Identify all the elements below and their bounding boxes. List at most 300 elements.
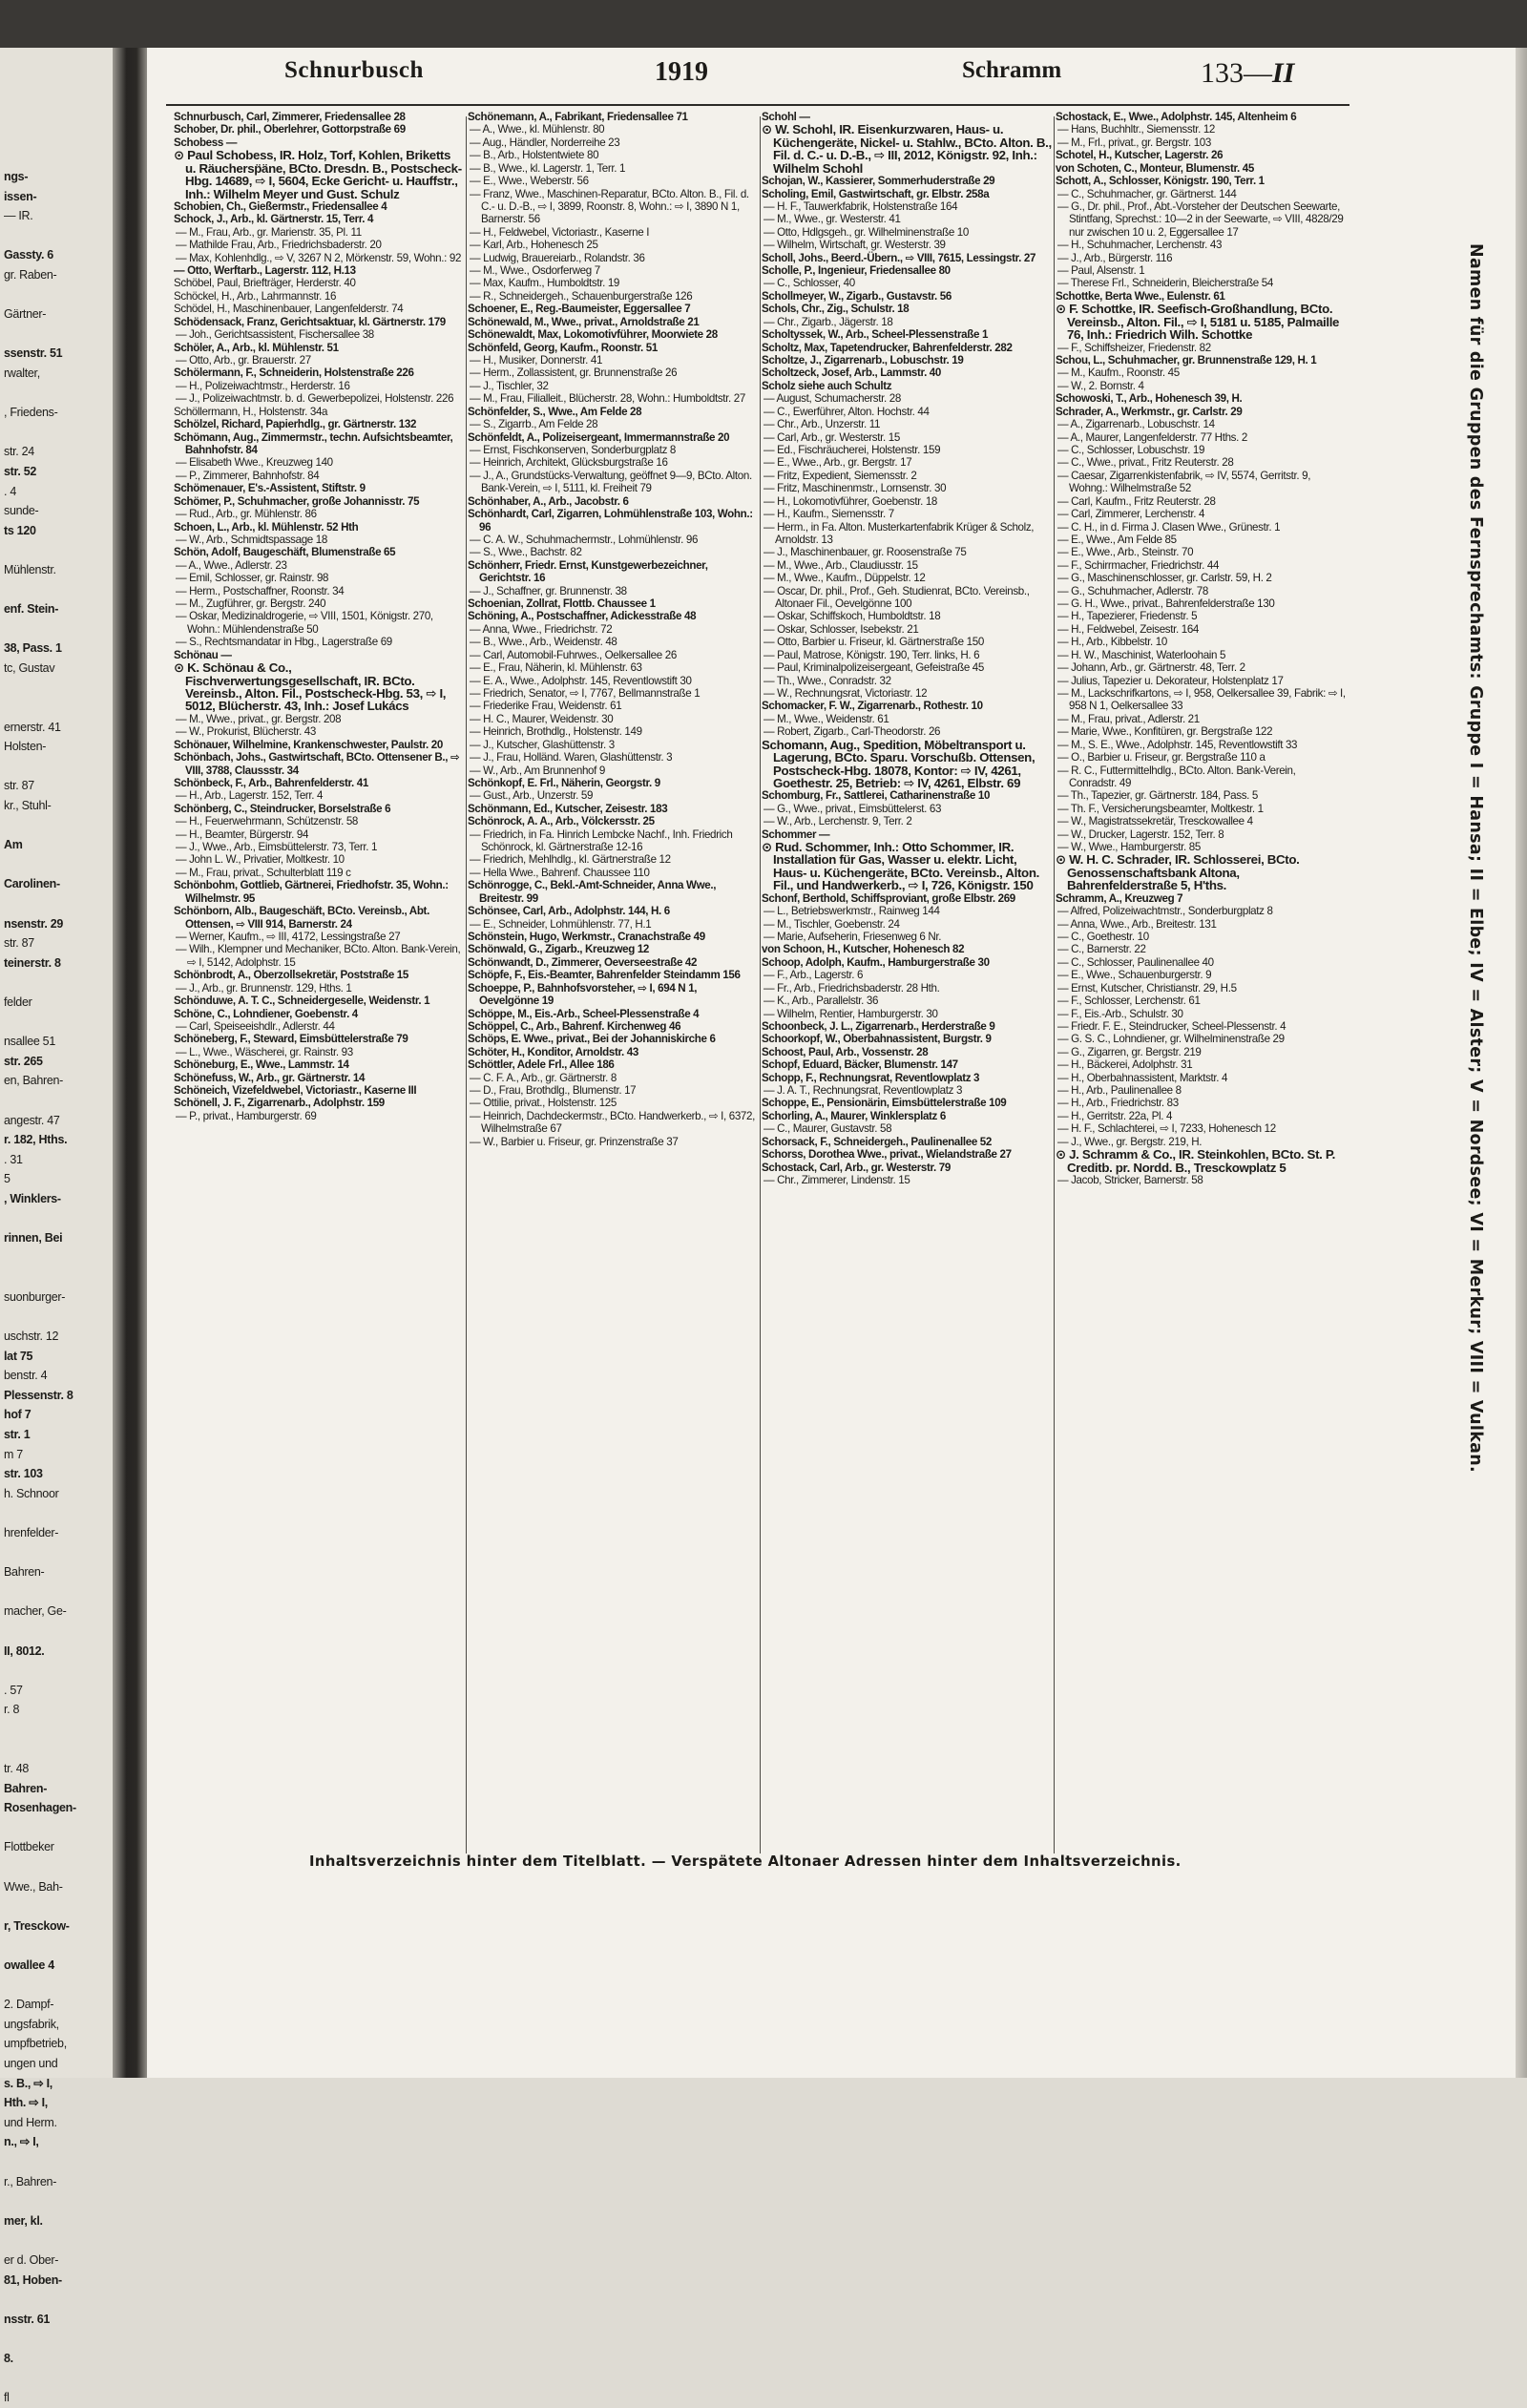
directory-entry: — H., Tapezierer, Friedenstr. 5 xyxy=(1057,610,1198,623)
directory-entry: — Chr., Zimmerer, Lindenstr. 15 xyxy=(764,1174,910,1187)
directory-entry: — C., Schuhmacher, gr. Gärtnerst. 144 xyxy=(1057,187,1237,200)
left-page-fragment: hrenfelder- xyxy=(4,1525,59,1539)
directory-entry: — Carl, Arb., gr. Westerstr. 15 xyxy=(764,430,900,444)
directory-entry: ⊙ K. Schönau & Co., Fischverwertungsgesellschaft, IR. BCto. Vereinsb., Alton. Fil., Postscheck-Hbg. 53, ⇨ I, 5012, Blücherstr. 43, Inh.: Josef Lukács xyxy=(174,660,447,714)
directory-entry: — H., Polizeiwachtmstr., Herderstr. 16 xyxy=(176,379,350,392)
directory-entry: — M., Frau, Arb., gr. Marienstr. 35, Pl. 11 xyxy=(176,225,362,239)
directory-entry: Schoeppe, P., Bahnhofsvorsteher, ⇨ I, 694 N 1, Oevelgönne 19 xyxy=(468,981,698,1008)
left-page-fragment xyxy=(4,1503,113,1523)
directory-entry: Schömenauer, E's.-Assistent, Stiftstr. 9 xyxy=(174,482,366,495)
directory-entry: Schollmeyer, W., Zigarb., Gustavstr. 56 xyxy=(762,289,952,303)
directory-entry: — J., Wwe., gr. Bergstr. 219, H. xyxy=(1057,1135,1203,1148)
directory-entry: Schöne, C., Lohndiener, Goebenstr. 4 xyxy=(174,1007,358,1020)
directory-entry: ⊙ W. H. C. Schrader, IR. Schlosserei, BCto. Genossenschaftsbank Altona, Bahrenfelderstraße 5, H'ths. xyxy=(1056,852,1300,893)
left-page-fragment: r. 182, Hths. xyxy=(4,1133,68,1147)
directory-entry: — Alfred, Polizeiwachtmstr., Sonderburgplatz 8 xyxy=(1057,905,1273,918)
directory-entry: Schönell, J. F., Zigarrenarb., Adolphstr. 159 xyxy=(174,1097,385,1110)
directory-entry: — Carl, Kaufm., Fritz Reuterstr. 28 xyxy=(1057,494,1216,508)
directory-entry: — Karl, Arb., Hohenesch 25 xyxy=(470,239,598,252)
directory-entry: Schöter, H., Konditor, Arnoldstr. 43 xyxy=(468,1045,638,1058)
directory-entry: Schöneburg, E., Wwe., Lammstr. 14 xyxy=(174,1058,349,1072)
directory-entry: Schorling, A., Maurer, Winklersplatz 6 xyxy=(762,1109,946,1122)
left-page-fragment: 8. xyxy=(4,2351,13,2365)
directory-entry: Schödensack, Franz, Gerichtsaktuar, kl. Gärtnerstr. 179 xyxy=(174,315,446,328)
directory-entry: — L., Wwe., Wäscherei, gr. Rainstr. 93 xyxy=(176,1045,353,1058)
directory-entry: — P., Zimmerer, Bahnhofstr. 84 xyxy=(176,469,320,482)
directory-entry: Schönstein, Hugo, Werkmstr., Cranachstraße 49 xyxy=(468,931,705,943)
directory-entry: — Franz, Wwe., Maschinen-Reparatur, BCto. Alton. B., Fil. d. C.- u. D.-B., ⇨ I, 3899, Roonstr. 8, Wohn.: ⇨ I, 3890 N 1, Barnerstr. 56 xyxy=(470,187,749,226)
directory-column-2 xyxy=(468,111,760,1859)
directory-entry: — E., Wwe., Arb., gr. Bergstr. 17 xyxy=(764,456,912,470)
left-page-fragment: Bahren- xyxy=(4,1565,45,1580)
directory-column-4 xyxy=(1056,111,1348,1859)
left-page-fragment xyxy=(4,619,113,639)
directory-entry: — C., Ewerführer, Alton. Hochstr. 44 xyxy=(764,405,930,418)
directory-entry: — G., Zigarren, gr. Bergstr. 219 xyxy=(1057,1045,1202,1058)
left-page-fragment xyxy=(4,1896,113,1916)
directory-entry: Schotel, H., Kutscher, Lagerstr. 26 xyxy=(1056,149,1224,162)
left-page-fragment xyxy=(4,2230,113,2251)
directory-entry: Schonf, Berthold, Schiffsproviant, große Elbstr. 269 xyxy=(762,891,1015,905)
left-page-fragment: hof 7 xyxy=(4,1408,31,1422)
directory-entry: — H., Arb., Paulinenallee 8 xyxy=(1057,1084,1182,1098)
directory-entry: Schrader, A., Werkmstr., gr. Carlstr. 29 xyxy=(1056,405,1243,418)
scanner-background xyxy=(0,0,1527,48)
left-page-fragment: issen- xyxy=(4,189,37,203)
directory-entry: — W., Arb., Lerchenstr. 9, Terr. 2 xyxy=(764,815,912,828)
directory-entry: — Max, Kaufm., Humboldtstr. 19 xyxy=(470,277,620,290)
left-page-fragment: str. 265 xyxy=(4,1054,43,1068)
directory-entry: — Ludwig, Brauereiarb., Rolandstr. 36 xyxy=(470,251,645,264)
left-page-fragment: Bahren- xyxy=(4,1781,48,1795)
directory-entry: Schönemann, A., Fabrikant, Friedensallee 71 xyxy=(468,111,688,123)
directory-entry: — Oskar, Medizinaldrogerie, ⇨ VIII, 1501, Königstr. 270, Wohn.: Mühlendenstraße 50 xyxy=(176,610,433,636)
directory-entry: — Friederike Frau, Weidenstr. 61 xyxy=(470,700,622,713)
left-page-fragment: str. 24 xyxy=(4,445,34,459)
left-page-fragment: mer, kl. xyxy=(4,2213,43,2228)
directory-entry: — Ernst, Fischkonserven, Sonderburgplatz 8 xyxy=(470,443,676,456)
directory-entry: — F., Arb., Lagerstr. 6 xyxy=(764,969,864,982)
left-page-fragment xyxy=(4,1543,113,1563)
directory-entry: — H. F., Schlachterei, ⇨ I, 7233, Hohenesch 12 xyxy=(1057,1122,1276,1136)
left-page-fragment xyxy=(4,285,113,305)
directory-entry: Scholl, Johs., Beerd.-Übern., ⇨ VIII, 7615, Lessingstr. 27 xyxy=(762,251,1036,264)
directory-entry: — H. F., Tauwerkfabrik, Holstenstraße 164 xyxy=(764,199,958,213)
directory-entry: — J., Wwe., Arb., Eimsbüttelerstr. 73, Terr. 1 xyxy=(176,841,378,854)
left-page-fragment xyxy=(4,2191,113,2211)
directory-entry: Schnurbusch, Carl, Zimmerer, Friedensallee 28 xyxy=(174,111,406,123)
directory-entry: — Robert, Zigarb., Carl-Theodorstr. 26 xyxy=(764,725,941,739)
directory-entry: — M., Wwe., Kaufm., Düppelstr. 12 xyxy=(764,572,926,585)
left-page-fragment: umpfbetrieb, xyxy=(4,2037,67,2051)
directory-entry: Schoener, E., Reg.-Baumeister, Eggersallee 7 xyxy=(468,303,691,316)
directory-entry: Schou, L., Schuhmacher, gr. Brunnenstraße 129, H. 1 xyxy=(1056,354,1317,367)
directory-entry: — H., Arb., Kibbelstr. 10 xyxy=(1057,636,1167,649)
left-page-fragment: Gärtner- xyxy=(4,307,47,322)
header-year: 1919 xyxy=(655,57,708,87)
directory-entry: — E., Wwe., Arb., Steinstr. 70 xyxy=(1057,546,1194,559)
left-page-fragment: en, Bahren- xyxy=(4,1074,64,1088)
directory-entry: — C., Schlosser, Paulinenallee 40 xyxy=(1057,955,1214,969)
left-page-fragment: felder xyxy=(4,995,32,1009)
left-page-fragment: II, 8012. xyxy=(4,1644,45,1658)
left-page-fragment: nsallee 51 xyxy=(4,1035,55,1049)
directory-entry: — Fritz, Expedient, Siemensstr. 2 xyxy=(764,469,917,482)
directory-entry: — M., Frau, privat., Schulterblatt 119 c xyxy=(176,866,351,879)
left-page-fragment: Plessenstr. 8 xyxy=(4,1388,73,1402)
directory-entry: ⊙ F. Schottke, IR. Seefisch-Großhandlung, BCto. Vereinsb., Alton. Fil., ⇨ I, 5181 u. 5185, Palmaille 76, Inh.: Friedrich Wilh. Schottke xyxy=(1056,302,1340,343)
directory-entry: — F., Schirrmacher, Friedrichstr. 44 xyxy=(1057,558,1220,572)
directory-entry: Schoop, Adolph, Kaufm., Hamburgerstraße 30 xyxy=(762,955,990,969)
directory-entry: — C., Schlosser, 40 xyxy=(764,277,855,290)
directory-entry: Schödel, H., Maschinenbauer, Langenfelderstr. 74 xyxy=(174,303,404,316)
directory-entry: Scholtyssek, W., Arb., Scheel-Plessenstraße 1 xyxy=(762,328,989,342)
directory-entry: — W., Magistratssekretär, Tresckowallee 4 xyxy=(1057,815,1253,828)
directory-entry: Schömann, Aug., Zimmermstr., techn. Aufsichtsbeamter, Bahnhofstr. 84 xyxy=(174,430,453,456)
left-page-fragment xyxy=(4,1818,113,1838)
left-page-fragment xyxy=(4,973,113,993)
directory-entry: Schönewaldt, Max, Lokomotivführer, Moorwiete 28 xyxy=(468,328,718,342)
directory-entry: — S., Zigarrb., Am Felde 28 xyxy=(470,418,598,431)
left-page-fragment xyxy=(4,698,113,718)
directory-entry: Schöler, A., Arb., kl. Mühlenstr. 51 xyxy=(174,341,339,354)
directory-entry: — Fr., Arb., Friedrichsbaderstr. 28 Hth. xyxy=(764,981,940,995)
left-page-fragment xyxy=(4,1091,113,1111)
header-right-keyword: Schramm xyxy=(962,57,1062,83)
directory-entry: — H. W., Maschinist, Waterloohain 5 xyxy=(1057,648,1226,661)
directory-entry: Schramm, A., Kreuzweg 7 xyxy=(1056,891,1183,905)
directory-entry: — M., Frau, privat., Adlerstr. 21 xyxy=(1057,712,1200,725)
left-page-fragment: Wwe., Bah- xyxy=(4,1879,63,1894)
directory-entry: — W., Wwe., Hamburgerstr. 85 xyxy=(1057,841,1201,854)
directory-entry: Schönefuss, W., Arb., gr. Gärtnerstr. 14 xyxy=(174,1071,366,1084)
directory-entry: — G., Dr. phil., Prof., Abt.-Vorsteher der Deutschen Seewarte, Stintfang, Sprechst.: 10—2 in der Seewarte, ⇨ VIII, 4828/29 nur zwischen 10 u. 2, Eggersallee 17 xyxy=(1057,199,1344,239)
directory-entry: Schönsee, Carl, Arb., Adolphstr. 144, H. 6 xyxy=(468,905,670,918)
directory-entry: Schönhardt, Carl, Zigarren, Lohmühlenstraße 103, Wohn.: 96 xyxy=(468,508,753,534)
directory-entry: Schönfeld, Georg, Kaufm., Roonstr. 51 xyxy=(468,341,658,354)
directory-entry: Schönmann, Ed., Kutscher, Zeisestr. 183 xyxy=(468,802,668,815)
directory-entry: Schönbohm, Gottlieb, Gärtnerei, Friedhofstr. 35, Wohn.: Wilhelmstr. 95 xyxy=(174,879,449,905)
directory-entry: — M., Frau, Filialleit., Blücherstr. 28, Wohn.: Humboldtstr. 27 xyxy=(470,392,745,406)
directory-entry: Schott, A., Schlosser, Königstr. 190, Terr. 1 xyxy=(1056,175,1265,188)
directory-entry: Schöppel, C., Arb., Bahrenf. Kirchenweg 46 xyxy=(468,1019,681,1033)
directory-entry: ⊙ J. Schramm & Co., IR. Steinkohlen, BCto. St. P. Creditb. pr. Nordd. B., Tresckowplatz 5 xyxy=(1056,1147,1335,1175)
left-page-fragment: kr., Stuhl- xyxy=(4,799,52,812)
directory-entry: — B., Arb., Holstentwiete 80 xyxy=(470,149,599,162)
left-page-fragment: . 31 xyxy=(4,1152,23,1166)
directory-entry: — Wilh., Klempner und Mechaniker, BCto. Alton. Bank-Verein, ⇨ I, 5142, Adolphstr. 15 xyxy=(176,943,461,969)
directory-entry: — C. H., in d. Firma J. Clasen Wwe., Grünestr. 1 xyxy=(1057,520,1281,534)
left-page-fragment: angestr. 47 xyxy=(4,1113,60,1127)
directory-entry: — J., Frau, Holländ. Waren, Glashüttenstr. 3 xyxy=(470,751,673,764)
directory-entry: — M., Zugführer, gr. Bergstr. 240 xyxy=(176,597,326,611)
directory-entry: — Gust., Arb., Unzerstr. 59 xyxy=(470,789,594,803)
directory-entry: Schönkopf, E. Frl., Näherin, Georgstr. 9 xyxy=(468,776,660,789)
directory-entry: Schobess — xyxy=(174,136,238,149)
directory-entry: — Therese Frl., Schneiderin, Bleicherstraße 54 xyxy=(1057,277,1273,290)
left-page-fragment: sunde- xyxy=(4,504,39,518)
directory-entry: — C., Schlosser, Lobuschstr. 19 xyxy=(1057,443,1205,456)
directory-entry: — John L. W., Privatier, Moltkestr. 10 xyxy=(176,853,345,867)
column-divider xyxy=(466,116,467,1853)
directory-entry: — Jacob, Stricker, Barnerstr. 58 xyxy=(1057,1174,1203,1187)
header-page-number xyxy=(1201,57,1294,90)
directory-entry: — C., Goethestr. 10 xyxy=(1057,931,1149,943)
directory-entry: — C., Maurer, Gustavstr. 58 xyxy=(764,1122,892,1136)
directory-entry: — S., Wwe., Bachstr. 82 xyxy=(470,546,582,559)
directory-entry: — F., Schiffsheizer, Friedenstr. 82 xyxy=(1057,341,1211,354)
directory-entry: — Johann, Arb., gr. Gärtnerstr. 48, Terr. 2 xyxy=(1057,661,1245,675)
left-page-fragment: fl xyxy=(4,2391,10,2405)
directory-entry: — E., Schneider, Lohmühlenstr. 77, H.1 xyxy=(470,917,652,931)
directory-entry: — Oscar, Dr. phil., Prof., Geh. Studienrat, BCto. Vereinsb., Altonaer Fil., Oevelgönne 100 xyxy=(764,584,1030,611)
directory-entry: Schöppe, M., Eis.-Arb., Scheel-Plessenstraße 4 xyxy=(468,1007,700,1020)
directory-entry: Schöneich, Vizefeldwebel, Victoriastr., Kaserne III xyxy=(174,1084,417,1098)
directory-entry: — H., Beamter, Bürgerstr. 94 xyxy=(176,827,309,841)
directory-entry: — J., Kutscher, Glashüttenstr. 3 xyxy=(470,738,615,751)
directory-entry: Schöllermann, H., Holstenstr. 34a xyxy=(174,405,328,418)
directory-entry: — Marie, Aufseherin, Friesenweg 6 Nr. xyxy=(764,931,942,943)
directory-entry: Schönfeldt, A., Polizeisergeant, Immermannstraße 20 xyxy=(468,430,730,444)
left-page-fragment: nsenstr. 29 xyxy=(4,916,64,931)
directory-entry: Schober, Dr. phil., Oberlehrer, Gottorpstraße 69 xyxy=(174,123,406,136)
directory-entry: — C., Barnerstr. 22 xyxy=(1057,943,1146,956)
left-page-fragment: , Winklers- xyxy=(4,1191,61,1205)
directory-entry: — S., Rechtsmandatar in Hbg., Lagerstraße 69 xyxy=(176,636,392,649)
page-right-edge xyxy=(1516,48,1527,2078)
directory-entry: Schomburg, Fr., Sattlerei, Catharinenstraße 10 xyxy=(762,789,991,803)
directory-entry: Schopp, F., Rechnungsrat, Reventlowplatz 3 xyxy=(762,1071,980,1084)
directory-entry: Schoost, Paul, Arb., Vossenstr. 28 xyxy=(762,1045,929,1058)
directory-entry: — M., Frl., privat., gr. Bergstr. 103 xyxy=(1057,136,1212,149)
directory-entry: — Chr., Zigarb., Jägerstr. 18 xyxy=(764,315,893,328)
directory-entry: Schomann, Aug., Spedition, Möbeltransport u. Lagerung, BCto. Sparu. Vorschußb. Ottensen, Postscheck-Hbg. 18078, Kontor: ⇨ IV, 4261, Goethestr. 25, Betrieb: ⇨ IV, 4261, Elbstr. 69 xyxy=(762,737,1035,790)
directory-entry: Schols, Chr., Zig., Schulstr. 18 xyxy=(762,303,910,316)
directory-entry: Schoppe, E., Pensionärin, Eimsbüttelerstraße 109 xyxy=(762,1097,1007,1110)
directory-entry: — Rud., Arb., gr. Mühlenstr. 86 xyxy=(176,508,317,521)
directory-entry: — Th. F., Versicherungsbeamter, Moltkestr. 1 xyxy=(1057,802,1264,815)
directory-entry: — D., Frau, Brothdlg., Blumenstr. 17 xyxy=(470,1084,637,1098)
directory-entry: Schock, J., Arb., kl. Gärtnerstr. 15, Terr. 4 xyxy=(174,213,374,226)
left-page-fragment xyxy=(4,1661,113,1681)
directory-entry: — W., Arb., Am Brunnenhof 9 xyxy=(470,764,605,777)
directory-entry: — Friedrich, Senator, ⇨ I, 7767, Bellmannstraße 1 xyxy=(470,686,701,700)
directory-entry: — Caesar, Zigarrenkistenfabrik, ⇨ IV, 5574, Gerritstr. 9, Wohng.: Wilhelmstraße 52 xyxy=(1057,469,1311,495)
directory-entry: Scholle, P., Ingenieur, Friedensallee 80 xyxy=(762,264,951,278)
directory-entry: — W., Barbier u. Friseur, gr. Prinzenstraße 37 xyxy=(470,1135,679,1148)
directory-entry: Schoen, L., Arb., kl. Mühlenstr. 52 Hth xyxy=(174,520,359,534)
directory-entry: — E. A., Wwe., Adolphstr. 145, Reventlowstift 30 xyxy=(470,674,692,687)
page-footer-note: Inhaltsverzeichnis hinter dem Titelblatt. — Verspätete Altonaer Adressen hinter dem Inhaltsverzeichnis. xyxy=(309,1853,1182,1870)
left-page-fragment xyxy=(4,1582,113,1602)
directory-entry: — E., Wwe., Weberstr. 56 xyxy=(470,175,589,188)
directory-entry: — H., Bäckerei, Adolphstr. 31 xyxy=(1057,1058,1193,1072)
directory-entry: — E., Wwe., Am Felde 85 xyxy=(1057,533,1177,546)
directory-entry: Schönwandt, D., Zimmerer, Oeverseestraße 42 xyxy=(468,955,698,969)
directory-entry: Schönhaber, A., Arb., Jacobstr. 6 xyxy=(468,494,629,508)
directory-entry: — L., Betriebswerkmstr., Rainweg 144 xyxy=(764,905,940,918)
directory-entry: — H., Arb., Lagerstr. 152, Terr. 4 xyxy=(176,789,324,803)
left-page-fragment xyxy=(4,1976,113,1996)
left-page-fragment: nsstr. 61 xyxy=(4,2312,51,2326)
directory-entry: — M., S. E., Wwe., Adolphstr. 145, Reventlowstift 33 xyxy=(1057,738,1298,751)
directory-entry: Schönrock, A. A., Arb., Völckersstr. 25 xyxy=(468,815,655,828)
directory-entry: — Oskar, Schlosser, Isebekstr. 21 xyxy=(764,622,919,636)
directory-entry: Schobien, Ch., Gießermstr., Friedensallee 4 xyxy=(174,199,387,213)
directory-entry: Schölermann, F., Schneiderin, Holstenstraße 226 xyxy=(174,366,414,380)
directory-entry: von Schoten, C., Monteur, Blumenstr. 45 xyxy=(1056,161,1254,175)
directory-entry: — Herm., in Fa. Alton. Musterkartenfabrik Krüger & Scholz, Arnoldstr. 13 xyxy=(764,520,1035,546)
directory-entry: — G., Wwe., privat., Eimsbüttelerst. 63 xyxy=(764,802,942,815)
directory-entry: — Th., Tapezier, gr. Gärtnerstr. 184, Pass. 5 xyxy=(1057,789,1259,803)
side-margin-text: Namen für die Gruppen des Fernsprechamts: Gruppe I = Hansa; II = Elbe; IV = Alster; V = Nordsee; VI = Merkur; VIII = Vulkan. xyxy=(1466,243,1485,1473)
left-page-fragment xyxy=(4,423,113,443)
left-page-fragment: str. 52 xyxy=(4,464,37,478)
directory-entry: — Marie, Wwe., Konfitüren, gr. Bergstraße 122 xyxy=(1057,725,1273,739)
directory-entry: Scholing, Emil, Gastwirtschaft, gr. Elbstr. 258a xyxy=(762,187,990,200)
directory-entry: — H., Oberbahnassistent, Marktstr. 4 xyxy=(1057,1071,1228,1084)
column-divider xyxy=(1054,116,1055,1853)
left-page-fragment xyxy=(4,1013,113,1033)
directory-entry: — W., 2. Bornstr. 4 xyxy=(1057,379,1144,392)
directory-entry: — Friedr. F. E., Steindrucker, Scheel-Plessenstr. 4 xyxy=(1057,1019,1286,1033)
directory-entry: — Anna, Wwe., Arb., Breitestr. 131 xyxy=(1057,917,1217,931)
page-suffix: II xyxy=(1272,57,1295,89)
left-page-fragment xyxy=(4,2290,113,2310)
directory-entry: — Ottilie, privat., Holstenstr. 125 xyxy=(470,1097,617,1110)
directory-entry: — Max, Kohlenhdlg., ⇨ V, 3267 N 2, Mörkenstr. 59, Wohn.: 92 xyxy=(176,251,462,264)
directory-entry: Schoonbeck, J. L., Zigarrenarb., Herderstraße 9 xyxy=(762,1019,995,1033)
directory-entry: Schönewald, M., Wwe., privat., Arnoldstraße 21 xyxy=(468,315,700,328)
directory-entry: — C. F. A., Arb., gr. Gärtnerstr. 8 xyxy=(470,1071,617,1084)
left-page-fragment: owallee 4 xyxy=(4,1958,54,1973)
directory-entry: — Carl, Zimmerer, Lerchenstr. 4 xyxy=(1057,508,1205,521)
directory-entry: — M., Wwe., Weidenstr. 61 xyxy=(764,712,889,725)
directory-entry: — R., Schneidergeh., Schauenburgerstraße 126 xyxy=(470,289,693,303)
left-page-fragment: Am xyxy=(4,838,23,852)
left-page-fragment xyxy=(4,2152,113,2172)
left-page-fragment: 5 xyxy=(4,1172,10,1186)
directory-entry: Scholtzeck, Josef, Arb., Lammstr. 40 xyxy=(762,366,942,380)
left-page-fragment: ts 120 xyxy=(4,523,36,537)
directory-entry: — H., Gerritstr. 22a, Pl. 4 xyxy=(1057,1109,1173,1122)
directory-entry: — J., Tischler, 32 xyxy=(470,379,549,392)
directory-entry: — H., Feldwebel, Zeisestr. 164 xyxy=(1057,622,1200,636)
left-page-fragment xyxy=(4,384,113,404)
directory-entry: — Chr., Arb., Unzerstr. 11 xyxy=(764,418,881,431)
left-page-fragment: str. 1 xyxy=(4,1428,31,1441)
directory-entry: — J., Schaffner, gr. Brunnenstr. 38 xyxy=(470,584,627,597)
left-page-fragment: . 57 xyxy=(4,1683,23,1697)
directory-entry: Schönwald, G., Zigarb., Kreuzweg 12 xyxy=(468,943,650,956)
left-page-fragment: macher, Ge- xyxy=(4,1604,67,1619)
directory-entry: Schönrogge, C., Bekl.-Amt-Schneider, Anna Wwe., Breitestr. 99 xyxy=(468,879,717,905)
left-page-fragment: Rosenhagen- xyxy=(4,1801,76,1815)
left-page-fragment: Carolinen- xyxy=(4,877,60,891)
directory-entry: Schostack, Carl, Arb., gr. Westerstr. 79 xyxy=(762,1161,951,1174)
directory-entry: Schöps, E. Wwe., privat., Bei der Johanniskirche 6 xyxy=(468,1033,716,1046)
left-page-fragment: teinerstr. 8 xyxy=(4,955,61,970)
left-page-fragment: lat 75 xyxy=(4,1349,33,1363)
directory-entry: Scholtz, Max, Tapetendrucker, Bahrenfelderstr. 282 xyxy=(762,341,1013,354)
directory-entry: — M., Wwe., privat., gr. Bergstr. 208 xyxy=(176,712,342,725)
directory-entry: — W., Drucker, Lagerstr. 152, Terr. 8 xyxy=(1057,827,1224,841)
directory-entry: Schöneberg, F., Steward, Eimsbüttelerstraße 79 xyxy=(174,1033,408,1046)
directory-entry: Schönbach, Johs., Gastwirtschaft, BCto. Ottensener B., ⇨ VIII, 3788, Claussstr. 34 xyxy=(174,751,460,777)
directory-entry: — F., Eis.-Arb., Schulstr. 30 xyxy=(1057,1007,1183,1020)
directory-entry: Schoorkopf, W., Oberbahnassistent, Burgstr. 9 xyxy=(762,1033,992,1046)
left-page-fragment: str. 87 xyxy=(4,779,34,793)
directory-entry: — Werner, Kaufm., ⇨ III, 4172, Lessingstraße 27 xyxy=(176,931,401,943)
directory-entry: — A., Wwe., Adlerstr. 23 xyxy=(176,558,287,572)
directory-entry: — M., Wwe., gr. Westerstr. 41 xyxy=(764,213,901,226)
directory-entry: — Anna, Wwe., Friedrichstr. 72 xyxy=(470,622,613,636)
directory-entry: Schönbeck, F., Arb., Bahrenfelderstr. 41 xyxy=(174,776,368,789)
directory-entry: Schöbel, Paul, Briefträger, Herderstr. 40 xyxy=(174,277,356,290)
left-page-fragment: h. Schnoor xyxy=(4,1486,59,1500)
directory-entry: — Wilhelm, Wirtschaft, gr. Westerstr. 39 xyxy=(764,239,946,252)
left-page-fragment xyxy=(4,1622,113,1642)
directory-entry: — F., Schlosser, Lerchenstr. 61 xyxy=(1057,995,1201,1008)
directory-entry: — H., Musiker, Donnerstr. 41 xyxy=(470,354,603,367)
directory-entry: Schöttler, Adele Frl., Allee 186 xyxy=(468,1058,615,1072)
left-page-fragment xyxy=(4,855,113,875)
left-page-fragment xyxy=(4,1307,113,1327)
left-page-fragment: r., Bahren- xyxy=(4,2174,57,2188)
directory-entry: — J., Maschinenbauer, gr. Roosenstraße 75 xyxy=(764,546,967,559)
header-left-keyword: Schnurbusch xyxy=(284,57,424,83)
directory-entry: — Ed., Fischräucherei, Holstenstr. 159 xyxy=(764,443,941,456)
left-page-fragment: rinnen, Bei xyxy=(4,1231,63,1246)
directory-entry: Schönherr, Friedr. Ernst, Kunstgewerbezeichner, Gerichtstr. 16 xyxy=(468,558,708,585)
directory-entry: — H. C., Maurer, Weidenstr. 30 xyxy=(470,712,614,725)
left-page-fragment: m 7 xyxy=(4,1447,23,1461)
left-page-fragment xyxy=(4,1936,113,1956)
directory-entry: — H., Arb., Friedrichstr. 83 xyxy=(1057,1097,1179,1110)
left-page-fragment: uschstr. 12 xyxy=(4,1330,59,1344)
left-page-fragment xyxy=(4,540,113,560)
directory-entry: — G. H., Wwe., privat., Bahrenfelderstraße 130 xyxy=(1057,597,1275,611)
directory-entry: Schönduwe, A. T. C., Schneidergeselle, Weidenstr. 1 xyxy=(174,995,430,1008)
directory-entry: — Elisabeth Wwe., Kreuzweg 140 xyxy=(176,456,333,470)
directory-entry: Schöpfe, F., Eis.-Beamter, Bahrenfelder Steindamm 156 xyxy=(468,969,741,982)
left-page-fragment xyxy=(4,1740,113,1760)
directory-entry: — Herm., Postschaffner, Roonstr. 34 xyxy=(176,584,345,597)
left-page-fragment: Hth. ⇨ I, xyxy=(4,2096,48,2110)
directory-entry: — W., Rechnungsrat, Victoriastr. 12 xyxy=(764,686,928,700)
left-page-fragment: ernerstr. 41 xyxy=(4,720,61,734)
left-page-fragment: ungsfabrik, xyxy=(4,2017,59,2031)
directory-entry: — Joh., Gerichtsassistent, Fischersallee 38 xyxy=(176,328,374,342)
directory-entry: — Hans, Buchhltr., Siemensstr. 12 xyxy=(1057,123,1216,136)
directory-entry: — J. A. T., Rechnungsrat, Reventlowplatz 3 xyxy=(764,1084,963,1098)
directory-entry: — M., Wwe., Osdorferweg 7 xyxy=(470,264,600,278)
directory-entry: Schömer, P., Schuhmacher, große Johannisstr. 75 xyxy=(174,494,420,508)
left-page-fragment xyxy=(4,678,113,698)
left-page-fragment xyxy=(4,325,113,345)
directory-entry: — W., Prokurist, Blücherstr. 43 xyxy=(176,725,317,739)
directory-entry: — O., Barbier u. Friseur, gr. Bergstraße 110 a xyxy=(1057,751,1266,764)
left-page-fragment: gr. Raben- xyxy=(4,267,57,282)
header-rule xyxy=(166,104,1349,106)
directory-entry: — Paul, Kriminalpolizeisergeant, Gefeistraße 45 xyxy=(764,661,984,675)
directory-entry: — Fritz, Maschinenmstr., Lornsenstr. 30 xyxy=(764,482,947,495)
directory-entry: — A., Wwe., kl. Mühlenstr. 80 xyxy=(470,123,605,136)
directory-entry: Schölzel, Richard, Papierhdlg., gr. Gärtnerstr. 132 xyxy=(174,418,417,431)
directory-entry: — C. A. W., Schuhmachermstr., Lohmühlenstr. 96 xyxy=(470,533,699,546)
page-number: 133— xyxy=(1201,57,1272,89)
directory-entry: ⊙ Rud. Schommer, Inh.: Otto Schommer, IR. Installation für Gas, Wasser u. elektr. Licht, Haus- u. Küchengeräte, BCto. Vereinsb., Alton. Fil., und Handwerkerb., ⇨ I, 726, Königstr. 150 xyxy=(762,840,1039,893)
